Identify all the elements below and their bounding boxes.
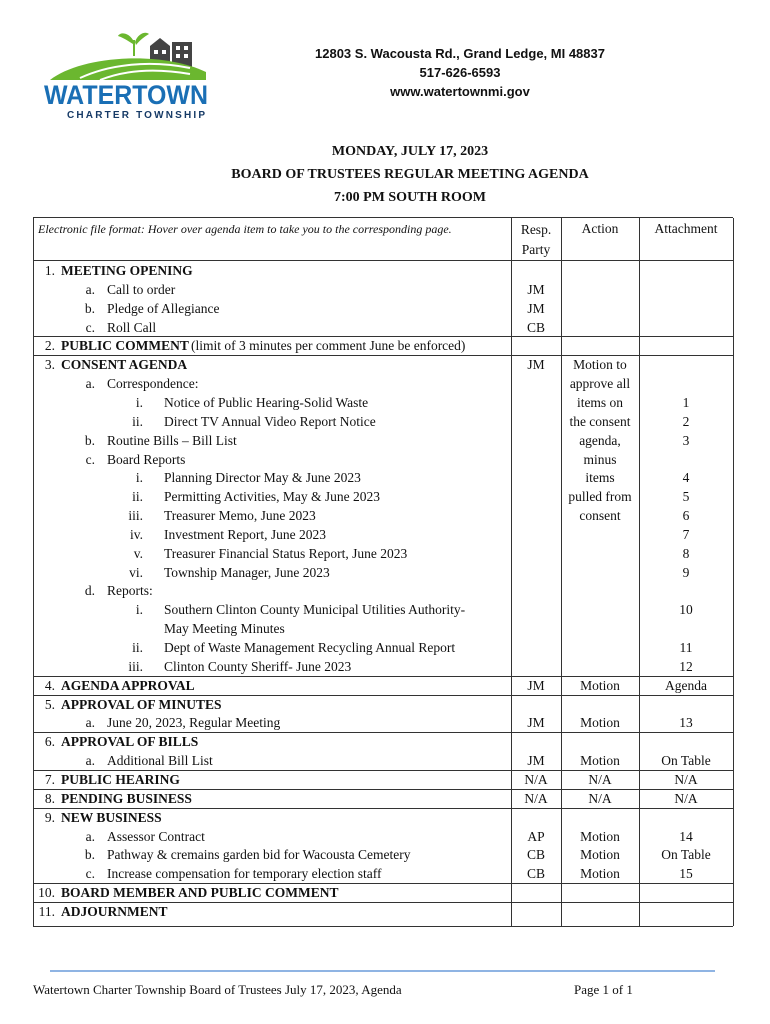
action-cell: N/A — [588, 771, 612, 787]
action-cell: minus — [583, 451, 617, 467]
agenda-item-note: (limit of 3 minutes per comment June be enforced) — [191, 338, 466, 354]
agenda-item-label: Investment Report, June 2023 — [164, 526, 326, 542]
meeting-date: MONDAY, JULY 17, 2023 — [331, 144, 489, 159]
item-number: 6. — [44, 734, 55, 750]
agenda-item-label: Board Reports — [107, 451, 186, 467]
resp-party: JM — [527, 677, 545, 693]
action-cell: Motion — [580, 677, 620, 693]
action-cell: Motion — [580, 753, 620, 769]
item-number: 8. — [44, 790, 55, 806]
resp-party: JM — [527, 753, 545, 769]
resp-party: JM — [527, 715, 545, 731]
agenda-item-label: Reports: — [107, 583, 153, 599]
agenda-item-label: Increase compensation for temporary election staff — [107, 866, 382, 882]
agenda-item-label: Direct TV Annual Video Report Notice — [164, 413, 376, 429]
attachment-cell: 8 — [682, 545, 690, 561]
address-line: 12803 S. Wacousta Rd., Grand Ledge, MI 48837 — [315, 46, 605, 61]
agenda-item-label: APPROVAL OF MINUTES — [61, 696, 222, 712]
attachment-cell: 7 — [682, 526, 690, 542]
action-header: Action — [581, 221, 619, 236]
logo-wordmark: WATERTOWN — [44, 80, 208, 110]
agenda-item-label: May Meeting Minutes — [164, 621, 285, 637]
phone-line: 517-626-6593 — [419, 65, 501, 80]
agenda-item-label: PENDING BUSINESS — [61, 790, 192, 806]
agenda-item-label: Notice of Public Hearing-Solid Waste — [164, 394, 369, 410]
item-number: 9. — [44, 809, 55, 825]
action-cell: agenda, — [579, 432, 621, 448]
item-number: c. — [85, 451, 95, 467]
agenda-item-label: NEW BUSINESS — [61, 809, 162, 825]
item-number: 2. — [44, 338, 55, 354]
leaf-icon — [118, 33, 149, 56]
footer-title: Watertown Charter Township Board of Trustees July 17, 2023, Agenda — [33, 982, 402, 997]
item-number: 4. — [44, 677, 55, 693]
item-number: a. — [85, 753, 95, 769]
item-number: 10. — [38, 885, 55, 901]
item-number: 11. — [38, 903, 55, 919]
item-number: b. — [84, 847, 95, 863]
attachment-header: Attachment — [654, 221, 718, 236]
agenda-item-label: Dept of Waste Management Recycling Annual Report — [164, 640, 456, 655]
attachment-cell: 10 — [679, 602, 693, 618]
item-number: i. — [135, 394, 143, 410]
agenda-item-label: Township Manager, June 2023 — [164, 564, 330, 580]
action-cell: Motion — [580, 847, 620, 863]
agenda-item-label: Routine Bills – Bill List — [107, 432, 237, 448]
agenda-item-label: PUBLIC COMMENT — [61, 338, 189, 354]
item-number: ii. — [132, 489, 143, 505]
attachment-cell: On Table — [661, 847, 711, 863]
action-cell: items on — [576, 394, 624, 410]
agenda-item-label: CONSENT AGENDA — [61, 357, 188, 373]
item-number: a. — [85, 828, 95, 844]
agenda-item-label: APPROVAL OF BILLS — [61, 734, 199, 750]
attachment-cell: 14 — [679, 828, 693, 844]
attachment-cell: On Table — [661, 753, 711, 769]
attachment-cell: 4 — [682, 470, 690, 486]
item-number: d. — [84, 583, 95, 599]
agenda-item-label: Treasurer Memo, June 2023 — [164, 508, 316, 524]
resp-party-header: Resp. Party — [520, 222, 552, 257]
action-cell: Motion — [580, 715, 620, 731]
action-cell: items — [585, 470, 615, 486]
action-cell: approve all — [569, 376, 631, 392]
agenda-item-label: MEETING OPENING — [61, 263, 193, 278]
item-number: i. — [135, 470, 143, 486]
agenda-table — [33, 217, 733, 926]
column-rule — [733, 218, 734, 926]
resp-party: CB — [526, 319, 545, 335]
agenda-item-label: Additional Bill List — [107, 753, 213, 769]
item-number: i. — [135, 602, 143, 618]
row-rule — [33, 926, 733, 927]
item-number: ii. — [132, 413, 143, 429]
action-cell: Motion — [580, 866, 620, 882]
agenda-item-label: Treasurer Financial Status Report, June 2023 — [164, 545, 408, 561]
item-number: c. — [85, 319, 95, 335]
item-number: a. — [85, 376, 95, 392]
meeting-time: 7:00 PM SOUTH ROOM — [333, 190, 487, 205]
resp-party: CB — [526, 847, 545, 863]
action-cell: Motion — [580, 828, 620, 844]
attachment-cell: 9 — [682, 564, 690, 580]
attachment-cell: Agenda — [665, 677, 707, 693]
item-number: v. — [133, 545, 143, 561]
resp-party: JM — [527, 357, 545, 373]
agenda-item-label: PUBLIC HEARING — [61, 771, 180, 787]
item-number: ii. — [132, 640, 143, 655]
attachment-cell: 5 — [682, 489, 690, 505]
item-number: iii. — [128, 658, 143, 674]
item-number: b. — [84, 300, 95, 316]
agenda-item-label: Call to order — [107, 281, 176, 297]
attachment-cell: N/A — [674, 790, 698, 806]
hover-note: Electronic file format: Hover over agenda item to take you to the corresponding page. — [38, 222, 452, 236]
row-rule — [33, 260, 733, 261]
action-cell: Motion to — [573, 357, 627, 373]
action-cell: the consent — [569, 413, 631, 429]
agenda-item-label: Pathway & cremains garden bid for Wacousta Cemetery — [107, 847, 411, 863]
website-link[interactable]: www.watertownmi.gov — [390, 84, 530, 99]
agenda-item-label: Southern Clinton County Municipal Utilities Authority- — [164, 602, 466, 618]
attachment-cell: N/A — [674, 771, 698, 787]
column-rule — [561, 218, 562, 926]
resp-party: CB — [526, 866, 545, 882]
footer-rule — [50, 970, 715, 972]
item-number: 7. — [44, 771, 55, 787]
agenda-item-label: Correspondence: — [107, 376, 199, 392]
address-block — [300, 44, 620, 101]
item-number: iv. — [130, 526, 143, 542]
meeting-title: BOARD OF TRUSTEES REGULAR MEETING AGENDA — [231, 167, 589, 182]
agenda-item-label: Clinton County Sheriff- June 2023 — [164, 658, 352, 674]
item-number: iii. — [128, 508, 143, 524]
meeting-heading — [150, 140, 670, 209]
resp-party: JM — [527, 281, 545, 297]
attachment-cell: 2 — [682, 413, 690, 429]
item-number: vi. — [129, 564, 143, 580]
agenda-item-label: Assessor Contract — [107, 828, 205, 844]
attachment-cell: 15 — [679, 866, 693, 882]
attachment-cell: 1 — [682, 394, 690, 410]
attachment-cell: 3 — [682, 432, 690, 448]
item-number: 3. — [44, 357, 55, 373]
action-cell: N/A — [588, 790, 612, 806]
agenda-item-label: AGENDA APPROVAL — [61, 677, 195, 693]
action-cell: pulled from — [568, 489, 632, 505]
agenda-item-label: Permitting Activities, May & June 2023 — [164, 489, 380, 505]
agenda-item-label: BOARD MEMBER AND PUBLIC COMMENT — [61, 885, 339, 901]
action-cell: consent — [579, 508, 621, 524]
agenda-item-label: ADJOURNMENT — [61, 903, 168, 919]
attachment-cell: 13 — [679, 715, 693, 731]
item-number: 1. — [44, 263, 55, 278]
page-number: Page 1 of 1 — [574, 982, 633, 997]
attachment-cell: 12 — [679, 658, 693, 674]
resp-party: JM — [527, 300, 545, 316]
resp-party: AP — [527, 828, 545, 844]
township-logo — [40, 28, 212, 120]
item-number: b. — [84, 432, 95, 448]
item-number: a. — [85, 715, 95, 731]
resp-party: N/A — [524, 790, 548, 806]
item-number: a. — [85, 281, 95, 297]
agenda-item-label: Roll Call — [107, 319, 157, 335]
agenda-item-label: Planning Director May & June 2023 — [164, 470, 361, 486]
attachment-cell: 11 — [679, 640, 693, 655]
attachment-cell: 6 — [682, 508, 690, 524]
logo-subtitle: CHARTER TOWNSHIP — [67, 110, 205, 120]
agenda-item-label: June 20, 2023, Regular Meeting — [107, 715, 281, 731]
item-number: c. — [85, 866, 95, 882]
item-number: 5. — [44, 696, 55, 712]
agenda-item-label: Pledge of Allegiance — [107, 300, 220, 316]
resp-party: N/A — [524, 771, 548, 787]
